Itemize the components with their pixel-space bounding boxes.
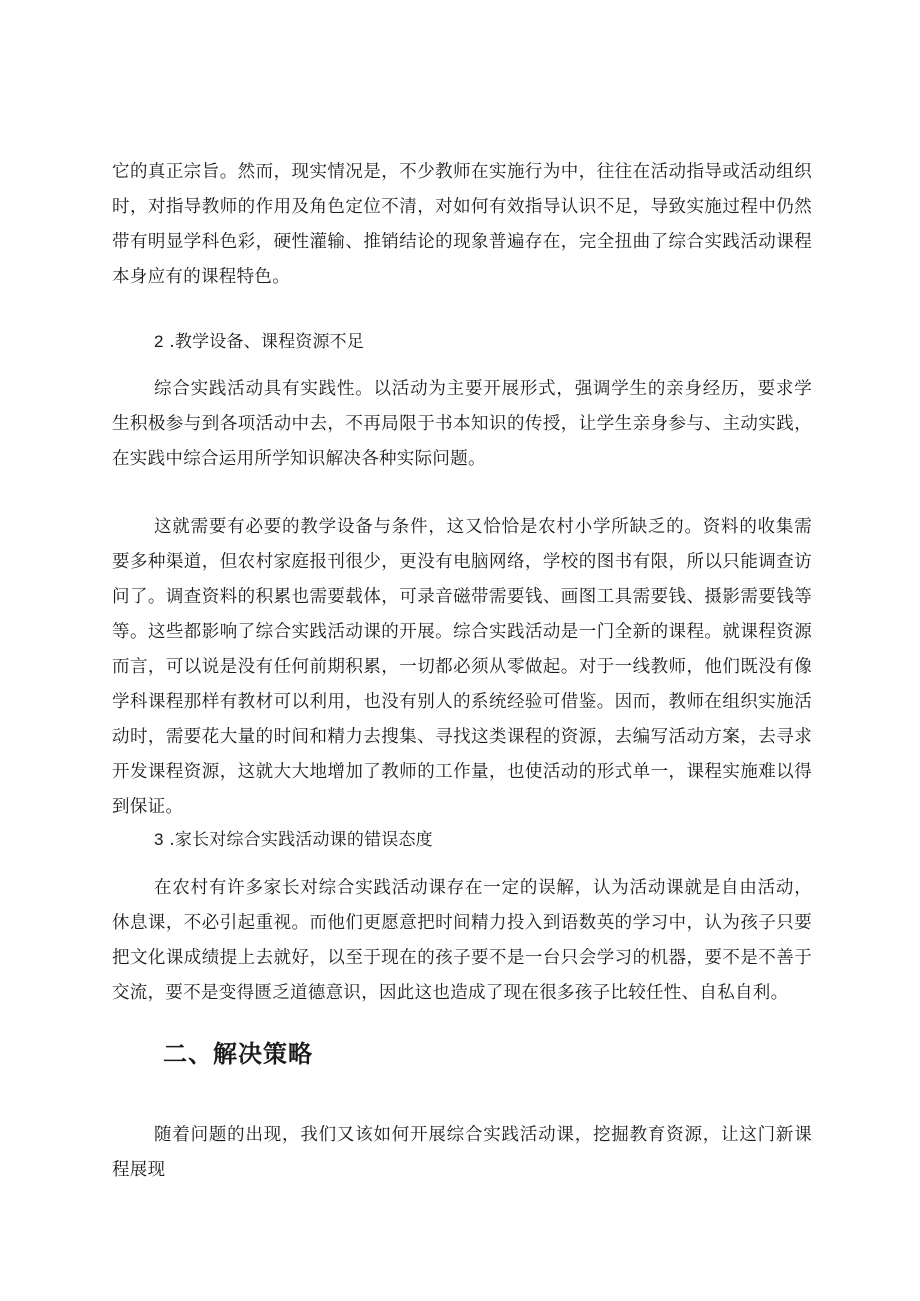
subheading-3 <box>154 826 433 854</box>
paragraph-parent-attitude: 在农村有许多家长对综合实践活动课存在一定的误解，认为活动课就是自由活动，休息课，不必引起重视。而他们更愿意把时间精力投入到语数英的学习中，认为孩子只要把文化课成绩提上去就好，以至于现在的孩子要不是一台只会学习的机器，要不是不善于交流，要不是变得匮乏道德意识，因此这也造成了现在很多孩子比较任性、自私自利。 <box>112 878 812 1003</box>
paragraph-solutions-intro: 随着问题的出现，我们又该如何开展综合实践活动课，挖掘教育资源，让这门新课程展现 <box>112 1125 812 1180</box>
paragraph-equipment-resources: 这就需要有必要的教学设备与条件，这又恰恰是农村小学所缺乏的。资料的收集需要多种渠道，但农村家庭报刊很少，更没有电脑网络，学校的图书有限，所以只能调查访问了。调查资料的积累也需要载体，可录音磁带需要钱、画图工具需要钱、摄影需要钱等等。这些都影响了综合实践活动课的开展。综合实践活动是一门全新的课程。就课程资源而言，可以说是没有任何前期积累，一切都必须从零做起。对于一线教师，他们既没有像学科课程那样有教材可以利用，也没有别人的系统经验可借鉴。因而，教师在组织实施活动时，需要花大量的时间和精力去搜集、寻找这类课程的资源，去编写活动方案，去寻求开发课程资源，这就大大地增加了教师的工作量，也使活动的形式单一，课程实施难以得到保证。 <box>112 517 812 817</box>
subheading-3-text: .家长对综合实践活动课的错误态度 <box>169 830 433 850</box>
subheading-2-number: 2 <box>154 332 164 351</box>
paragraph-guidance-issue: 它的真正宗旨。然而，现实情况是，不少教师在实施行为中，往往在活动指导或活动组织时，对指导教师的作用及角色定位不清，对如何有效指导认识不足，导致实施过程中仍然带有明显学科色彩，硬性灌输、推销结论的现象普遍存在，完全扭曲了综合实践活动课程本身应有的课程特色。 <box>112 162 812 287</box>
section-heading-solutions: 二、解决策略 <box>163 1039 313 1068</box>
subheading-3-number: 3 <box>154 830 164 849</box>
paragraph-practicality: 综合实践活动具有实践性。以活动为主要开展形式，强调学生的亲身经历，要求学生积极参与到各项活动中去，不再局限于书本知识的传授，让学生亲身参与、主动实践，在实践中综合运用所学知识解决各种实际问题。 <box>112 379 812 469</box>
subheading-2-text: .教学设备、课程资源不足 <box>169 332 365 352</box>
subheading-2 <box>154 328 364 356</box>
